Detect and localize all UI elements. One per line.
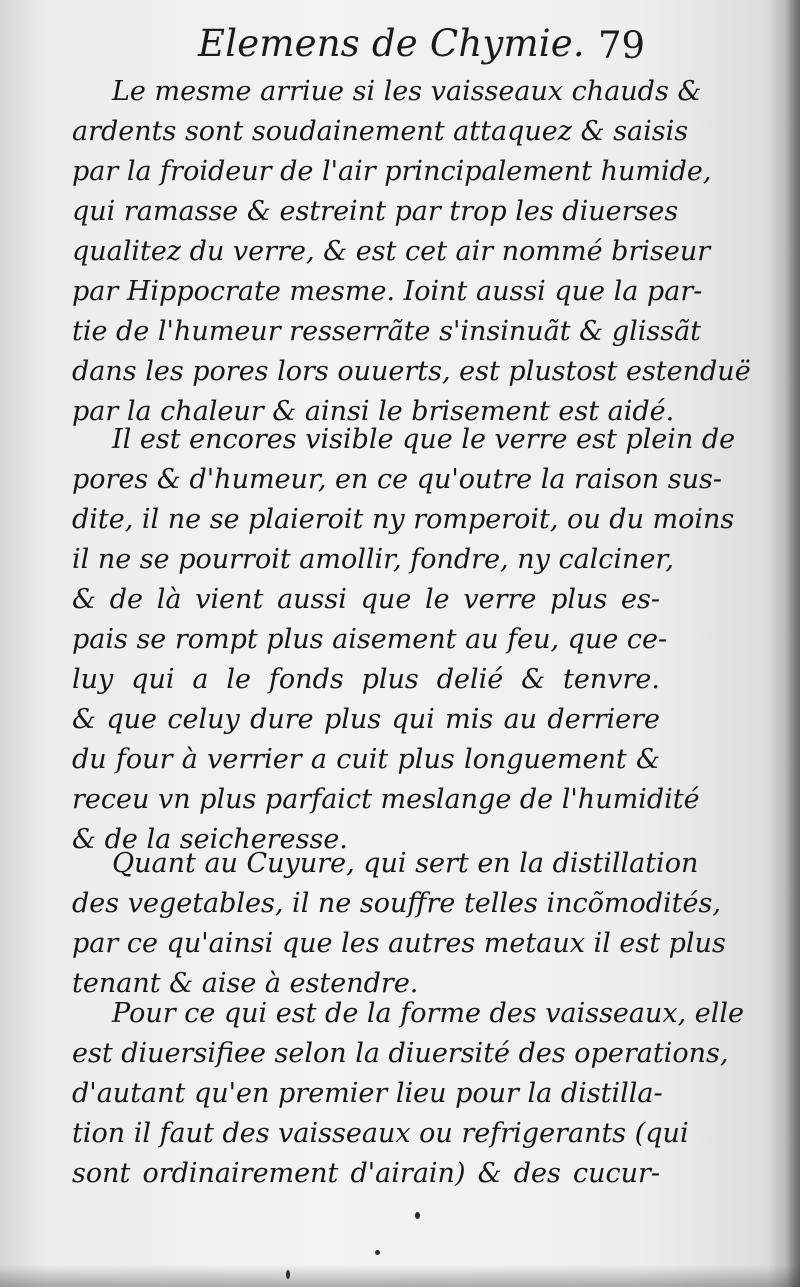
- text-line: tie de l'humeur resserrãte s'insinuãt & glissãt: [72, 316, 702, 347]
- text-line: d'autant qu'en premier lieu pour la distilla-: [72, 1078, 663, 1109]
- text-line: Le mesme arriue si les vaisseaux chauds &: [112, 76, 702, 107]
- text-line: il ne se pourroit amollir, fondre, ny calciner,: [72, 544, 674, 575]
- text-line: par la froideur de l'air principalement humide,: [72, 156, 712, 187]
- text-line: par Hippocrate mesme. Ioint aussi que la par-: [72, 276, 703, 307]
- running-title: Elemens de Chymie.: [198, 22, 585, 65]
- text-line: tenant & aise à estendre.: [72, 968, 419, 999]
- text-line: dite, il ne se plaieroit ny romperoit, ou du moins: [72, 504, 735, 535]
- text-line: par la chaleur & ainsi le brisement est aidé.: [72, 396, 675, 427]
- text-line: qualitez du verre, & est cet air nommé briseur: [72, 236, 711, 267]
- text-line: pores & d'humeur, en ce qu'outre la raison sus-: [72, 464, 722, 495]
- text-line: Quant au Cuyure, qui sert en la distillation: [112, 848, 699, 879]
- text-line: sont ordinairement d'airain) & des cucur-: [72, 1158, 660, 1189]
- text-line: ardents sont soudainement attaquez & saisis: [72, 116, 689, 147]
- page-number: 79: [598, 24, 646, 67]
- ink-speck: [375, 1250, 380, 1255]
- text-line: dans les pores lors ouuerts, est plustost estenduë: [72, 356, 751, 387]
- text-line: Pour ce qui est de la forme des vaisseaux, elle: [112, 998, 745, 1029]
- text-line: Il est encores visible que le verre est plein de: [112, 424, 736, 455]
- ink-speck: [415, 1212, 420, 1219]
- text-line: du four à verrier a cuit plus longuement &: [72, 744, 660, 775]
- text-line: & de la seicheresse.: [72, 824, 348, 855]
- text-line: qui ramasse & estreint par trop les diuerses: [72, 196, 679, 227]
- text-line: receu vn plus parfaict meslange de l'humidité: [72, 784, 700, 815]
- text-line: & de là vient aussi que le verre plus es-: [72, 584, 660, 615]
- text-line: par ce qu'ainsi que les autres metaux il est plus: [72, 928, 726, 959]
- text-line: luy qui a le fonds plus delié & tenvre.: [72, 664, 660, 695]
- text-line: est diuersifiee selon la diuersité des operations,: [72, 1038, 729, 1069]
- text-line: tion il faut des vaisseaux ou refrigerants (qui: [72, 1118, 689, 1149]
- ink-speck: [286, 1270, 290, 1279]
- text-line: & que celuy dure plus qui mis au derriere: [72, 704, 660, 735]
- text-line: des vegetables, il ne souffre telles incõmodités,: [72, 888, 721, 919]
- text-line: pais se rompt plus aisement au feu, que ce-: [72, 624, 668, 655]
